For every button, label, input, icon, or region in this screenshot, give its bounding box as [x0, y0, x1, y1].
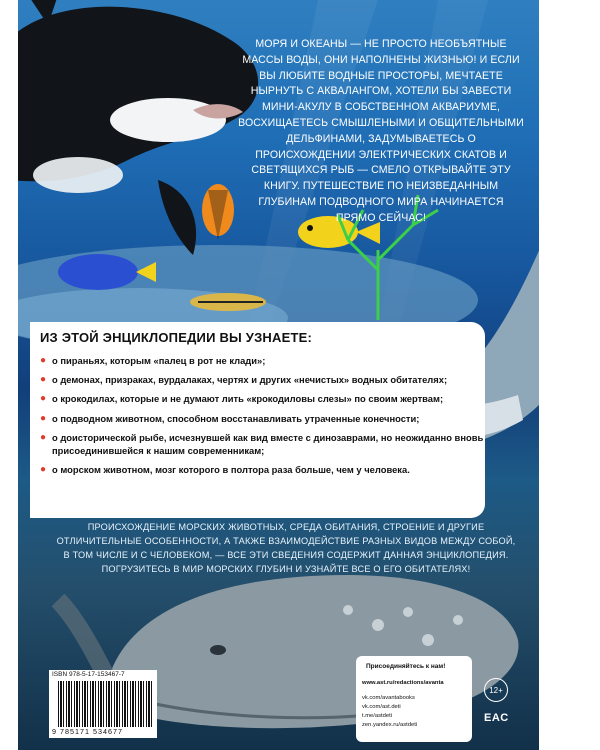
publisher-url[interactable]: www.ast.ru/redactions/avanta [362, 680, 444, 686]
bullet-icon: ● [40, 412, 47, 424]
social-link[interactable]: vk.com/ast.deti [362, 704, 401, 710]
social-heading: Присоединяйтесь к нам! [366, 663, 446, 670]
social-link[interactable]: zen.yandex.ru/astdeti [362, 722, 418, 728]
bullet-icon: ● [40, 393, 47, 405]
bullet-icon: ● [40, 374, 47, 386]
bullet-icon: ● [40, 355, 47, 366]
bullet-icon: ● [40, 464, 47, 476]
orange-fish-icon [202, 184, 234, 240]
eac-mark-icon: EAC [484, 712, 509, 724]
social-links [362, 694, 417, 730]
panel-title: ИЗ ЭТОЙ ЭНЦИКЛОПЕДИИ ВЫ УЗНАЕТЕ: [40, 330, 312, 345]
list-item: ● о пираньях, которым «палец в рот не клади»; [40, 355, 266, 366]
bullet-icon: ● [40, 431, 47, 443]
isbn-text: ISBN 978-5-17-153467-7 [52, 671, 125, 678]
barcode-number: 9 785171 534677 [52, 727, 123, 736]
bullet-list [40, 354, 485, 482]
social-link[interactable]: t.me/astdeti [362, 713, 392, 719]
social-link[interactable]: vk.com/avantabooks [362, 695, 415, 701]
intro-paragraph: МОРЯ И ОКЕАНЫ — НЕ ПРОСТО НЕОБЪЯТНЫЕ МАССЫ ВОДЫ, ОНИ НАПОЛНЕНЫ ЖИЗНЬЮ! И ЕСЛИ ВЫ ЛЮБИТЕ ВОДНЫЕ ПРОСТОРЫ, МЕЧТАЕТЕ НЫРНУТЬ С АКВАЛАНГОМ, ХОТЕЛИ БЫ ЗАВЕСТИ МИНИ-АКУЛУ В СОБСТВЕННОМ АКВАРИУМЕ, ВОСХИЩАЕТЕСЬ СМЫШЛЕНЫМИ И ОБЩИТЕЛЬНЫМИ ДЕЛЬФИНАМИ, ЗАДУМЫВАЕТЕСЬ О ПРОИСХОЖДЕНИИ ЭЛЕКТРИЧЕСКИХ СКАТОВ И СВЕТЯЩИХСЯ РЫБ — СМЕЛО ОТКРЫВАЙТЕ ЭТУ КНИГУ. ПУТЕШЕСТВИЕ ПО НЕИЗВЕДАННЫМ ГЛУБИНАМ ПОДВОДНОГО МИРА НАЧИНАЕТСЯ ПРЯМО СЕЙЧАС! [238, 38, 524, 224]
list-item: ● о морском животном, мозг которого в полтора раза больше, чем у человека. [40, 464, 410, 476]
list-item: ● о доисторической рыбе, исчезнувшей как вид вместе с динозаврами, но неожиданно вновь присоединившейся к нашим современникам; [40, 431, 484, 457]
age-rating-badge: 12+ [484, 678, 508, 702]
outro-paragraph: ПРОИСХОЖДЕНИЕ МОРСКИХ ЖИВОТНЫХ, СРЕДА ОБИТАНИЯ, СТРОЕНИЕ И ДРУГИЕ ОТЛИЧИТЕЛЬНЫЕ ОСОБЕННОСТИ, А ТАКЖЕ ВЗАИМОДЕЙСТВИЕ РАЗНЫХ ВИДОВ МЕЖДУ СОБОЙ, В ТОМ ЧИСЛЕ И С ЧЕЛОВЕКОМ, — ВСЕ ЭТИ СВЕДЕНИЯ СОДЕРЖИТ ДАННАЯ ЭНЦИКЛОПЕДИЯ. ПОГРУЗИТЕСЬ В МИР МОРСКИХ ГЛУБИН И УЗНАЙТЕ ВСЕ О ЕГО ОБИТАТЕЛЯХ! [56, 522, 516, 574]
barcode-icon [58, 681, 152, 727]
striped-fish-icon [190, 293, 266, 311]
list-item: ● о крокодилах, которые и не думают лить «крокодиловы слезы» по своим жертвам; [40, 393, 444, 405]
list-item: ● о демонах, призраках, вурдалаках, чертях и других «нечистых» водных обитателях; [40, 374, 448, 386]
list-item: ● о подводном животном, способном восстанавливать утраченные конечности; [40, 412, 420, 424]
